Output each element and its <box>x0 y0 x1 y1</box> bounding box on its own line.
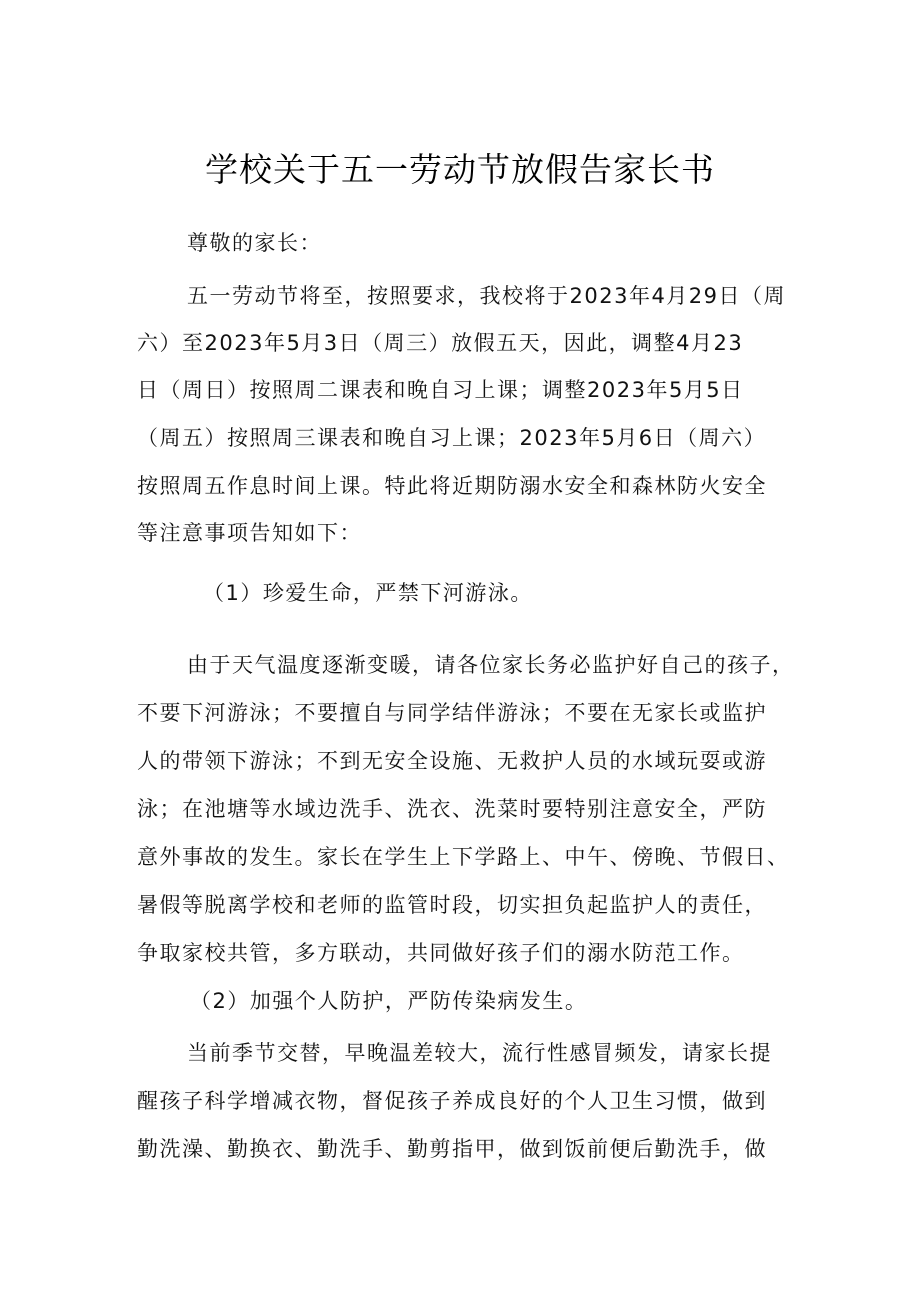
document-title: 学校关于五一劳动节放假告家长书 <box>205 150 715 189</box>
paragraph-line: （周五）按照周三课表和晚自习上课；2023年5月6日（周六） <box>137 426 767 450</box>
paragraph-line: 五一劳动节将至，按照要求，我校将于2023年4月29日（周 <box>187 284 787 308</box>
paragraph-line: 泳；在池塘等水域边洗手、洗衣、洗菜时要特别注意安全，严防 <box>137 797 767 821</box>
section-heading: （1）珍爱生命，严禁下河游泳。 <box>203 581 533 605</box>
section-heading: （2）加强个人防护，严防传染病发生。 <box>190 989 588 1013</box>
paragraph-line: 醒孩子科学增减衣物，督促孩子养成良好的个人卫生习惯，做到 <box>137 1089 767 1113</box>
paragraph-line: 日（周日）按照周二课表和晚自习上课；调整2023年5月5日 <box>137 378 744 402</box>
paragraph-line: 勤洗澡、勤换衣、勤洗手、勤剪指甲，做到饭前便后勤洗手，做 <box>137 1137 767 1161</box>
paragraph-line: 争取家校共管，多方联动，共同做好孩子们的溺水防范工作。 <box>137 941 745 965</box>
salutation: 尊敬的家长： <box>187 231 322 255</box>
paragraph-line: 不要下河游泳；不要擅自与同学结伴游泳；不要在无家长或监护 <box>137 701 767 725</box>
paragraph-line: 意外事故的发生。家长在学生上下学路上、中午、傍晚、节假日、 <box>137 845 790 869</box>
paragraph-line: 人的带领下游泳；不到无安全设施、无救护人员的水域玩耍或游 <box>137 749 767 773</box>
paragraph-line: 等注意事项告知如下： <box>137 521 362 545</box>
paragraph-line: 按照周五作息时间上课。特此将近期防溺水安全和森林防火安全 <box>137 474 767 498</box>
paragraph-line: 由于天气温度逐渐变暖，请各位家长务必监护好自己的孩子， <box>187 653 795 677</box>
paragraph-line: 六）至2023年5月3日（周三）放假五天，因此，调整4月23 <box>137 331 744 355</box>
paragraph-line: 当前季节交替，早晚温差较大，流行性感冒频发，请家长提 <box>187 1041 772 1065</box>
paragraph-line: 暑假等脱离学校和老师的监管时段，切实担负起监护人的责任， <box>137 893 767 917</box>
